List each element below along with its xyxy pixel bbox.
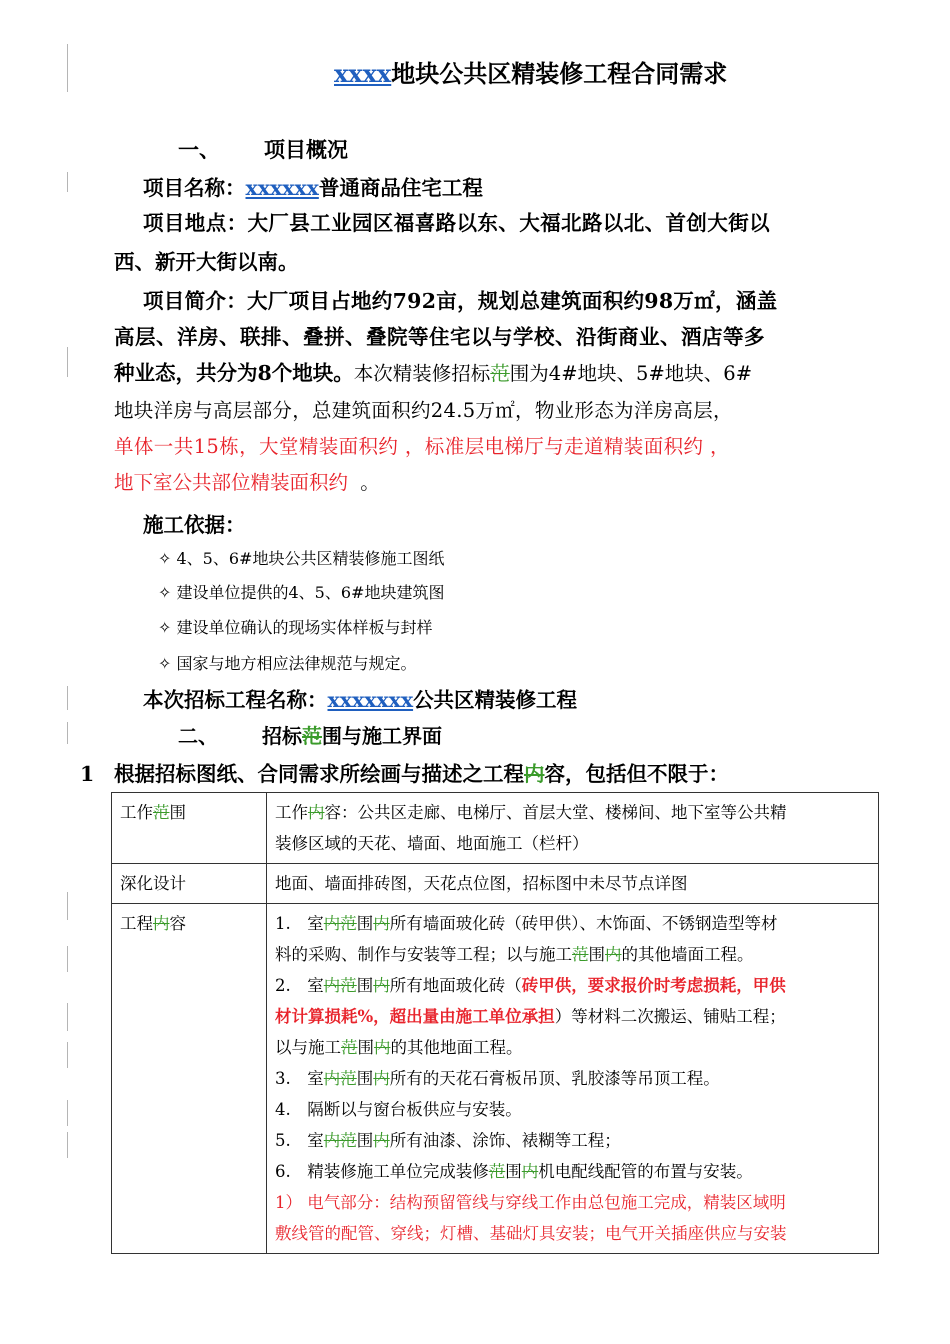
scope-item-5: 5. 室内范围内所有油漆、涂饰、裱糊等工程； bbox=[275, 1131, 621, 1150]
scope-item-6: 6. 精装修施工单位完成装修范围内机电配线配管的布置与安装。 bbox=[275, 1162, 753, 1181]
project-intro-line1: 项目简介：大厂项目占地约792亩，规划总建筑面积约98万㎡，涵盖 bbox=[143, 289, 778, 313]
basis-item-1: ✧ 4、5、6#地块公共区精装修施工图纸 bbox=[158, 549, 445, 568]
change-bar bbox=[67, 172, 68, 192]
table-cell bbox=[267, 904, 879, 1254]
scope-item-4: 4. 隔断以与窗台板供应与安装。 bbox=[275, 1100, 522, 1119]
table-cell: 地面、墙面排砖图，天花点位图，招标图中未尽节点详图 bbox=[267, 864, 879, 904]
section-heading-scope: 二、 招标范围与施工界面 bbox=[178, 724, 442, 748]
project-name-line: 项目名称：xxxxxx普通商品住宅工程 bbox=[143, 176, 483, 200]
change-bar bbox=[67, 946, 68, 972]
project-intro-line5: 单体一共15栋，大堂精装面积约 ，标准层电梯厅与走道精装面积约 ， bbox=[114, 435, 730, 458]
project-intro-line3: 种业态，共分为8个地块。本次精装修招标范围为4#地块、5#地块、6# bbox=[114, 361, 753, 385]
basis-item-3: ✧ 建设单位确认的现场实体样板与封样 bbox=[158, 618, 433, 637]
change-bar bbox=[67, 1003, 68, 1031]
change-bar bbox=[67, 44, 68, 92]
table-cell: 深化设计 bbox=[112, 864, 267, 904]
table-cell: 工作内容：公共区走廊、电梯厅、首层大堂、楼梯间、地下室等公共精 装修区域的天花、墙面、地面施工（栏杆） bbox=[267, 793, 879, 864]
table-cell: 工程内容 bbox=[112, 904, 267, 1254]
document-title: xxxx地块公共区精装修工程合同需求 bbox=[334, 59, 728, 88]
bid-name-link[interactable]: xxxxxxx bbox=[327, 688, 414, 712]
project-intro-line4: 地块洋房与高层部分，总建筑面积约24.5万㎡，物业形态为洋房高层， bbox=[114, 399, 733, 422]
section-heading-overview: 一、 项目概况 bbox=[178, 137, 348, 162]
bid-name-line: 本次招标工程名称：xxxxxxx公共区精装修工程 bbox=[143, 688, 578, 712]
table-cell: 工作范围 bbox=[112, 793, 267, 864]
table-row bbox=[112, 904, 879, 1254]
basis-item-2: ✧ 建设单位提供的4、5、6#地块建筑图 bbox=[158, 583, 445, 602]
change-bar bbox=[67, 722, 68, 744]
basis-heading: 施工依据： bbox=[143, 513, 246, 537]
change-bar bbox=[67, 892, 68, 920]
diamond-bullet-icon: ✧ bbox=[158, 583, 172, 602]
table-row bbox=[112, 864, 879, 904]
change-bar bbox=[67, 1100, 68, 1126]
project-intro-line2: 高层、洋房、联排、叠拼、叠院等住宅以与学校、沿街商业、酒店等多 bbox=[114, 325, 765, 349]
electrical-note: 1） 电气部分：结构预留管线与穿线工作由总包施工完成，精装区域明 敷线管的配管、穿线；灯槽、基础灯具安装；电气开关插座供应与安装 bbox=[275, 1193, 787, 1243]
change-bar bbox=[67, 1042, 68, 1068]
change-bar bbox=[67, 1132, 68, 1158]
scope-item-1: 1. 室内范围内所有墙面玻化砖（砖甲供）、木饰面、不锈钢造型等材 料的采购、制作与安装等工程；以与施工范围内的其他墙面工程。 bbox=[275, 914, 778, 964]
project-location-line1: 项目地点：大厂县工业园区福喜路以东、大福北路以北、首创大街以 bbox=[143, 211, 770, 235]
diamond-bullet-icon: ✧ bbox=[158, 549, 172, 568]
diamond-bullet-icon: ✧ bbox=[158, 654, 172, 673]
diamond-bullet-icon: ✧ bbox=[158, 618, 172, 637]
project-name-link[interactable]: xxxxxx bbox=[245, 176, 319, 200]
change-bar bbox=[67, 347, 68, 377]
item-1-line: 1 根据招标图纸、合同需求所绘画与描述之工程内容，包括但不限于： bbox=[80, 762, 729, 786]
table-row bbox=[112, 793, 879, 864]
project-location-line2: 西、新开大街以南。 bbox=[114, 250, 299, 274]
basis-item-4: ✧ 国家与地方相应法律规范与规定。 bbox=[158, 654, 417, 673]
scope-item-2: 2. 室内范围内所有地面玻化砖（砖甲供，要求报价时考虑损耗，甲供 材计算损耗%，超出量由施工单位承担）等材料二次搬运、铺贴工程； 以与施工范围内的其他地面工程。 bbox=[275, 976, 786, 1057]
project-intro-line6: 地下室公共部位精装面积约 。 bbox=[114, 471, 380, 494]
scope-item-3: 3. 室内范围内所有的天花石膏板吊顶、乳胶漆等吊顶工程。 bbox=[275, 1069, 720, 1088]
scope-table bbox=[111, 792, 879, 1254]
change-bar bbox=[67, 686, 68, 710]
title-placeholder-link[interactable]: xxxx bbox=[334, 59, 392, 88]
